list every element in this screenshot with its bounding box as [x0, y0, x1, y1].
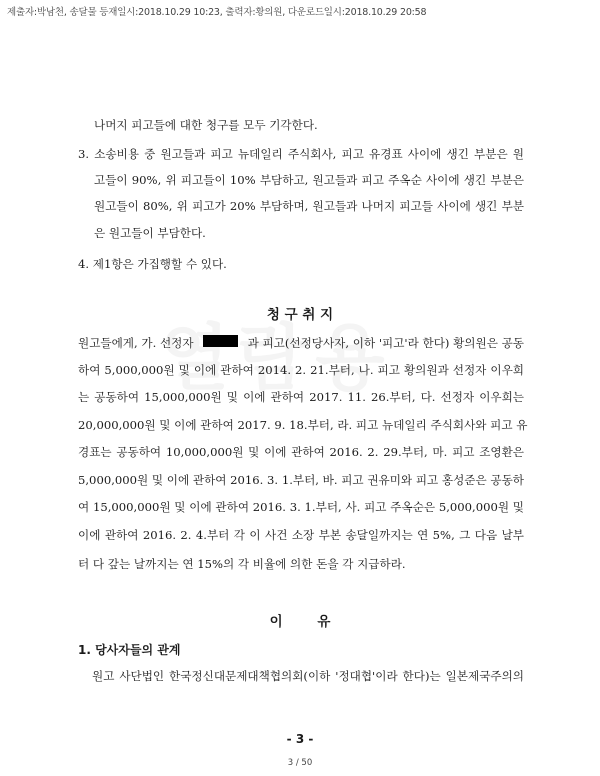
claim-line: 경표는 공동하여 10,000,000원 및 이에 관하여 2016. 2. 29.부터, 마. 피고 조영환은	[78, 445, 524, 459]
claim-line: 5,000,000원 및 이에 관하여 2016. 3. 1.부터, 바. 피고 권유미와 피고 홍성준은 공동하	[78, 473, 524, 487]
claim-line: 여 15,000,000원 및 이에 관하여 2016. 3. 1.부터, 사. 피고 주옥순은 5,000,000원 및	[78, 500, 524, 514]
intro-line: 3. 소송비용 중 원고들과 피고 뉴데일리 주식회사, 피고 유경표 사이에 생긴 부분은 원	[78, 147, 524, 161]
page-count: 3 / 50	[287, 758, 313, 768]
section-body-line: 원고 사단법인 한국정신대문제대책협의회(이하 '정대협'이라 한다)는 일본제국주의의	[92, 669, 524, 683]
claim-line: 터 다 갚는 날까지는 연 15%의 각 비율에 의한 돈을 각 지급하라.	[78, 557, 406, 571]
section-title: 1. 당사자들의 관계	[78, 643, 181, 657]
claim-line: 20,000,000원 및 이에 관하여 2017. 9. 18.부터, 라. 피고 뉴데일리 주식회사와 피고 유	[78, 418, 528, 432]
document-print-header: 제출자:박남천, 송달물 등재일시:2018.10.29 10:23, 출력자:황의원, 다운로드일시:2018.10.29 20:58	[7, 7, 427, 18]
redaction-box	[203, 335, 238, 347]
intro-line: 고들이 90%, 위 피고들이 10% 부담하고, 원고들과 피고 주옥순 사이에 생긴 부분은	[94, 173, 524, 187]
intro-line: 나머지 피고들에 대한 청구를 모두 기각한다.	[94, 118, 318, 132]
claim-line: 는 공동하여 15,000,000원 및 이에 관하여 2017. 11. 26.부터, 다. 선정자 이우희는	[78, 390, 524, 404]
claim-line	[78, 335, 524, 351]
page-number: - 3 -	[286, 732, 314, 746]
claim-line: 하여 5,000,000원 및 이에 관하여 2014. 2. 21.부터, 나. 피고 황의원과 선정자 이우희	[78, 363, 524, 377]
reason-heading: 이 유	[269, 614, 331, 630]
intro-line: 은 원고들이 부담한다.	[94, 226, 206, 240]
claim-heading: 청 구 취 지	[266, 307, 334, 323]
intro-line: 원고들이 80%, 위 피고가 20% 부담하며, 원고들과 나머지 피고들 사이에 생긴 부분	[94, 199, 524, 213]
claim-line-end: 과 피고(선정당사자, 이하 '피고'라 한다) 황의원은 공동	[247, 336, 524, 350]
intro-line: 4. 제1항은 가집행할 수 있다.	[78, 257, 227, 271]
claim-line: 이에 관하여 2016. 2. 4.부터 각 이 사건 소장 부본 송달일까지는 연 5%, 그 다음 날부	[78, 528, 524, 542]
claim-line-start: 원고들에게, 가. 선정자	[78, 336, 194, 350]
